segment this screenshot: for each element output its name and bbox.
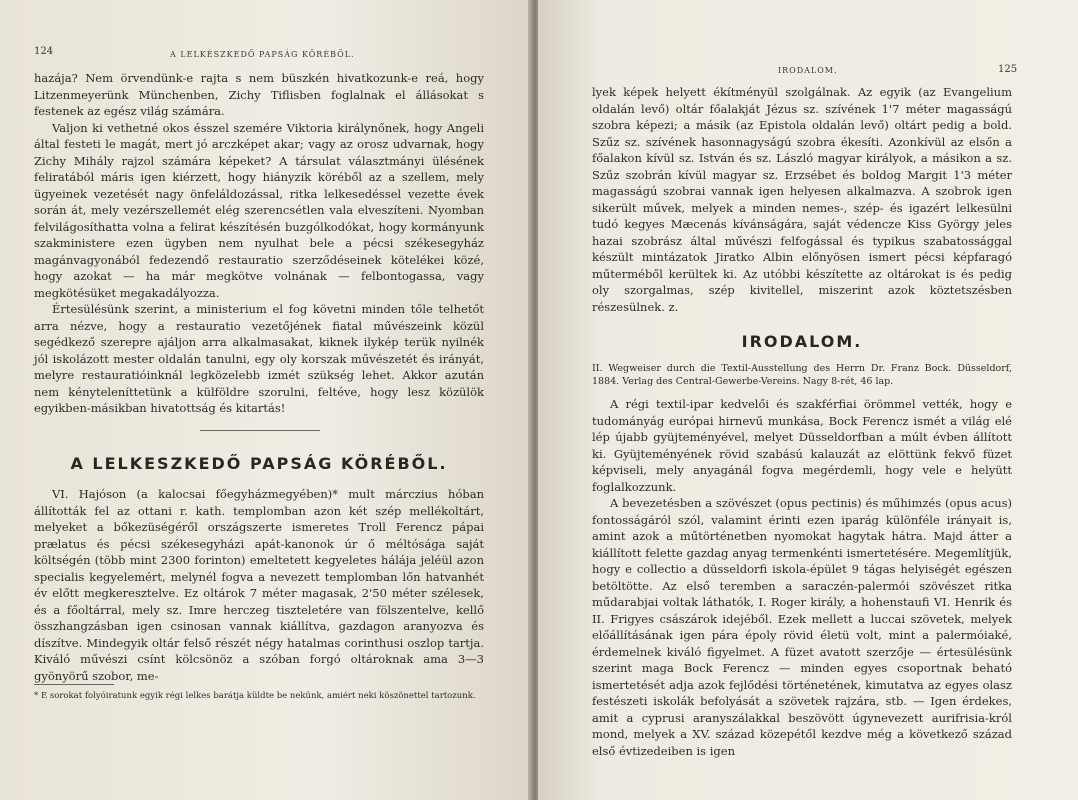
review-paragraph-1: A régi textil-ipar kedvelői és szakférfiai örömmel vették, hogy e tudományág európai hirnevű munkása, Bock Ferencz ismét a világ elé lép újabb gyüjteményével, melyet Düsseldorfban a múlt évben állított ki. Gyüjteményének rövid szabású kalauzát az elöttünk fekvő füzet képviseli, mely anyagánál fogva megérdemli, hogy vele e helyütt foglalkozzunk. bbox=[592, 397, 1012, 494]
right-section-heading: IRODALOM. bbox=[741, 332, 863, 351]
bibliography-entry: II. Wegweiser durch die Textil-Ausstellung des Herrn Dr. Franz Bock. Düsseldorf, 1884. Verlag des Central-Gewerbe-Vereins. Nagy 8-rét, 46 lap. bbox=[592, 363, 1012, 387]
left-page-number: 124 bbox=[34, 46, 54, 57]
left-footnote: * E sorokat folyóiratunk egyik régi lelkes barátja küldte be nekünk, amiért neki köszönettel tartozunk. bbox=[34, 691, 476, 701]
left-section-heading: A LELKESZKEDŐ PAPSÁG KÖRÉBŐL. bbox=[70, 454, 448, 473]
left-top-rule bbox=[200, 430, 320, 431]
left-paragraph-3: Értesülésünk szerint, a ministerium el fog követni minden tőle telhetőt arra nézve, hogy a restauratio vezetőjének fiatal művészeink közül segédkező szerepre ajáljon arra alkalmasakat, kiknek ilykép terük nyilnék jól iskolázott mester oldalán tanulni, egy oly korszak művészetét és irányát, melyre restauratióinknál legközelebb izmét szükség lehet. Akkor azután nem kényteleníttetünk a külföldre szorulni, feltéve, hogy lesz közülök egyikben-másikban hivatottság és kitartás! bbox=[34, 302, 484, 415]
left-paragraph-1: hazája? Nem örvendünk-e rajta s nem büszkén hivatkozunk-e reá, hogy Litzenmeyerünk Münchenben, Zichy Tiflisben foglalnak el állásokat s festenek az egész világ számára. bbox=[34, 71, 484, 118]
left-body-text bbox=[34, 70, 484, 417]
left-page bbox=[0, 0, 532, 800]
review-paragraph-2: A bevezetésben a szövészet (opus pectinis) és műhimzés (opus acus) fontosságáról szól, valamint érinti ezen iparág különféle irányait is, amint azok a műtörténetben nyomokat hagytak hátra. Majd átter a kiállított felette gazdag anyag termenkénti ismertetésére. Megemlítjük, hogy e collectio a düsseldorfi iskola-épület 9 tágas helyiségét egészen betöltötte. Az első teremben a saraczén-palermói szövészet ritka műdarabjai voltak láthatók, I. Roger király, a hohenstaufi VI. Henrik és II. Frigyes császárok idejéből. Ezek mellett a luccai szövetek, melyek előállításának igen pára époly rövid életü volt, mint a palermóiaké, érdemelnek kiváló figyelmet. A füzet avatott szerzője — értesülésünk szerint maga Bock Ferencz — minden egyes csoportnak beható ismertetését adja azok fejlődési történetének, kimutatva az egyes olasz festészeti iskolák befolyását a szövetek rajzára, stb. — Igen érdekes, amit a cyprusi aranyszálakkal beszövött úgynevezett aurifrisia-król mond, melyek a XV. század közepétől kezdve még a következő század első évtizedeiben is igen bbox=[592, 496, 1012, 758]
right-page-number: 125 bbox=[998, 64, 1018, 75]
left-section-text bbox=[34, 486, 484, 684]
left-section-paragraph: VI. Hajóson (a kalocsai főegyházmegyében)* mult márczius hóban állították fel az ottani r. kath. templomban azon két szép mellékoltárt, melyeket a bőkezüségéről országszerte ismeretes Troll Ferencz pápai prælatus és pécsi székesegyházi apát-kanonok úr ő méltósága saját költségén (több mint 2300 forinton) emeltetett kegyeletes hálája jeléül azon specialis kegyelemért, melynél fogva a nevezett templomban lőn hatvanhét év előtt megkeresztelve. Ez oltárok 7 méter magasak, 2'50 méter szélesek, és a főoltárral, mely sz. Imre herczeg tiszteletére van fölszentelve, kellő összhangzásban igen csinosan vannak kiállítva, gazdagon aranyozva és díszítve. Mindegyik oltár felső részét négy hatalmas corinthusi oszlop tartja. Kiváló művészi csínt kölcsönöz a szóban forgó oltároknak ama 3—3 gyönyörű szobor, me- bbox=[34, 487, 484, 683]
right-paragraph-1: lyek képek helyett ékítményül szolgálnak. Az egyik (az Evangelium oldalán levő) oltár főalakját Jézus sz. szívének 1'7 méter magasságú szobra képezi; a másik (az Epistola oldalán levő) oltárt pedig a bold. Szűz sz. szívének hasonnagyságú szobra ékesíti. Azonkívül az elsőn a főalakon kívül sz. István és sz. László magyar királyok, a másikon a sz. Szűz szobrán kívül magyar sz. Erzsébet és boldog Margit 1'3 méter magasságú szobrai vannak igen helyesen alkalmazva. A szobrok igen sikerült művek, melyek a minden nemes-, szép- és igazért lelkesülni tudó kegyes Mæcenás kívánságára, saját védencze Kiss György jeles hazai szobrász által művészi felfogással és typikus szabatossággal készült mintázatok Jiratko Albin előnyösen ismert pécsi képfaragó műterméből kerültek ki. Az utóbbi készítette az oltárokat is és pedig oly szorgalmas, szép kivitellel, miszerint azok köztetszésben részesülnek. z. bbox=[592, 85, 1012, 314]
right-running-head: IRODALOM. bbox=[778, 66, 838, 75]
right-body-text bbox=[592, 84, 1012, 315]
right-review-text bbox=[592, 396, 1012, 759]
footnote-rule bbox=[34, 684, 114, 685]
left-running-head: A LELKÉSZKEDŐ PAPSÁG KÖRÉBŐL. bbox=[170, 50, 355, 59]
left-paragraph-2: Valjon ki vethetné okos ésszel szemére Viktoria királynőnek, hogy Angeli által festeti le magát, mert jó arczképet akar; vagy az orosz udvarnak, hogy Zichy Mihály rajzol számára képeket? A társulat választmányi ülésének feliratából máris igen kiérzett, hogy hiányzik köréből az a szellem, mely ügyeinek vezetését nagy önfeláldozással, ritka lelkesedéssel vezette évek során át, mely vezérszellemét elég szerencsétlen vala elveszíteni. Nyomban felvilágosíthatta volna a felirat készítésén buzgólkodókat, hogy kormányunk szakministere ezen ügyben nem nyulhat bele a pécsi székesegyház magánvagyonából fedezendő restauratio szerződéseinek kötelékei közé, hogy azokat — ha már megkötve volnának — felbontogassa, vagy megkötésüket megakadályozza. bbox=[34, 120, 484, 300]
right-page bbox=[538, 0, 1078, 800]
